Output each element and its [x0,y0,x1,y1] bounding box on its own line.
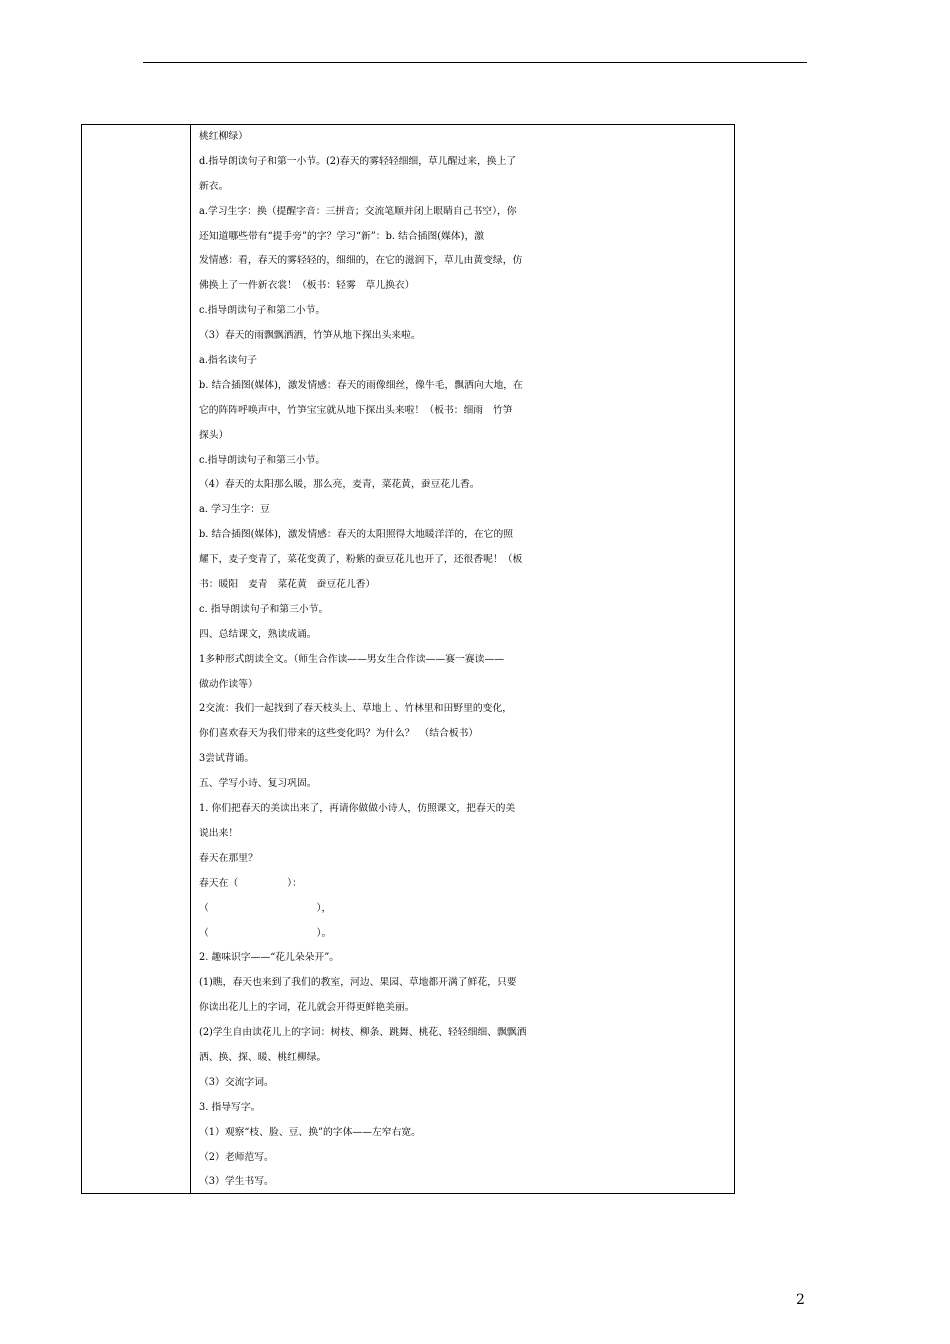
content-line: 它的阵阵呼唤声中，竹笋宝宝就从地下探出头来啦！（板书：细雨 竹笋 [199,404,513,416]
content-line: 2. 趣味识字——“花儿朵朵开”。 [199,952,340,964]
lesson-content-cell [199,125,729,1195]
content-line: 耀下，麦子变青了，菜花变黄了，粉紫的蚕豆花儿也开了，还很香呢！（板 [199,554,523,566]
content-line: c.指导朗读句子和第三小节。 [199,454,326,466]
content-line: 发情感：看，春天的雾轻轻的，细细的，在它的滋润下，草儿由黄变绿，仿 [199,255,523,267]
content-line: (2)学生自由读花儿上的字词：树枝、柳条、跳舞、桃花、轻轻细细、飘飘洒 [199,1027,527,1039]
content-line: 你读出花儿上的字词，花儿就会开得更鲜艳美丽。 [199,1002,415,1014]
page-number: 2 [796,1292,805,1308]
content-line: 还知道哪些带有“提手旁”的字？学习“新”：b. 结合插图(媒体)，激 [199,230,485,242]
content-line: 3. 指导写字。 [199,1101,261,1113]
content-line: 2交流：我们一起找到了春天枝头上、草地上 、竹林里和田野里的变化， [199,703,513,715]
content-line: c. 指导朗读句子和第三小节。 [199,603,329,615]
content-line: (1)瞧，春天也来到了我们的教室，河边、果园、草地都开满了鲜花，只要 [199,977,517,989]
content-line: 书：暖阳 麦青 菜花黄 蚕豆花儿香） [199,579,376,591]
content-line: （2）老师范写。 [199,1151,274,1163]
content-line: 五、学写小诗、复习巩固。 [199,778,317,790]
content-line: b. 结合插图(媒体)，激发情感：春天的太阳照得大地暖洋洋的，在它的照 [199,529,514,541]
content-line: a.指名读句子 [199,355,257,367]
content-line: 探头） [199,429,229,441]
content-line: 1多种形式朗读全文。（师生合作读——男女生合作读——赛一赛读—— [199,653,505,665]
content-line: b. 结合插图(媒体)，激发情感：春天的雨像细丝，像牛毛，飘洒向大地，在 [199,379,523,391]
content-line: d.指导朗读句子和第一小节。(2)春天的雾轻轻细细，草儿醒过来，换上了 [199,155,517,167]
content-line: （3）交流字词。 [199,1076,274,1088]
content-line: 洒、换、探、暖、桃红柳绿。 [199,1051,327,1063]
table-left-column-cell [82,125,191,1193]
content-line: 春天在那里？ [199,852,258,864]
content-line: （1）观察“枝、脸、豆、换”的字体——左窄右宽。 [199,1126,421,1138]
content-line: c.指导朗读句子和第二小节。 [199,305,326,317]
content-line: a.学习生字：换（提醒字音：三拼音；交流笔顺并闭上眼睛自己书空），你 [199,205,517,217]
content-line: 佛换上了一件新衣裳！（板书：轻雾 草儿换衣） [199,280,415,292]
lesson-plan-table [81,124,735,1194]
content-line: 3尝试背诵。 [199,753,255,765]
content-line: a. 学习生字：豆 [199,504,270,516]
header-rule [143,62,807,63]
content-line: 说出来！ [199,827,239,839]
content-line: 桃红柳绿） [199,131,248,142]
content-line: （3）学生书写。 [199,1176,274,1188]
content-line: （3）春天的雨飘飘洒洒，竹笋从地下探出头来啦。 [199,330,421,342]
content-line: 春天在（ ）： [199,877,302,889]
content-line: 你们喜欢春天为我们带来的这些变化吗？为什么？ （结合板书） [199,728,479,740]
content-line: （4）春天的太阳那么暖，那么亮，麦青，菜花黄，蚕豆花儿香。 [199,479,480,491]
content-line: 1. 你们把春天的美读出来了，再请你做做小诗人，仿照课文，把春天的美 [199,803,516,815]
content-line: （ ）。 [199,927,332,939]
content-line: 四、总结课文，熟读成诵。 [199,628,317,640]
content-line: 新衣。 [199,180,229,192]
content-line: 做动作读等） [199,678,258,690]
content-line: （ ）， [199,902,332,914]
